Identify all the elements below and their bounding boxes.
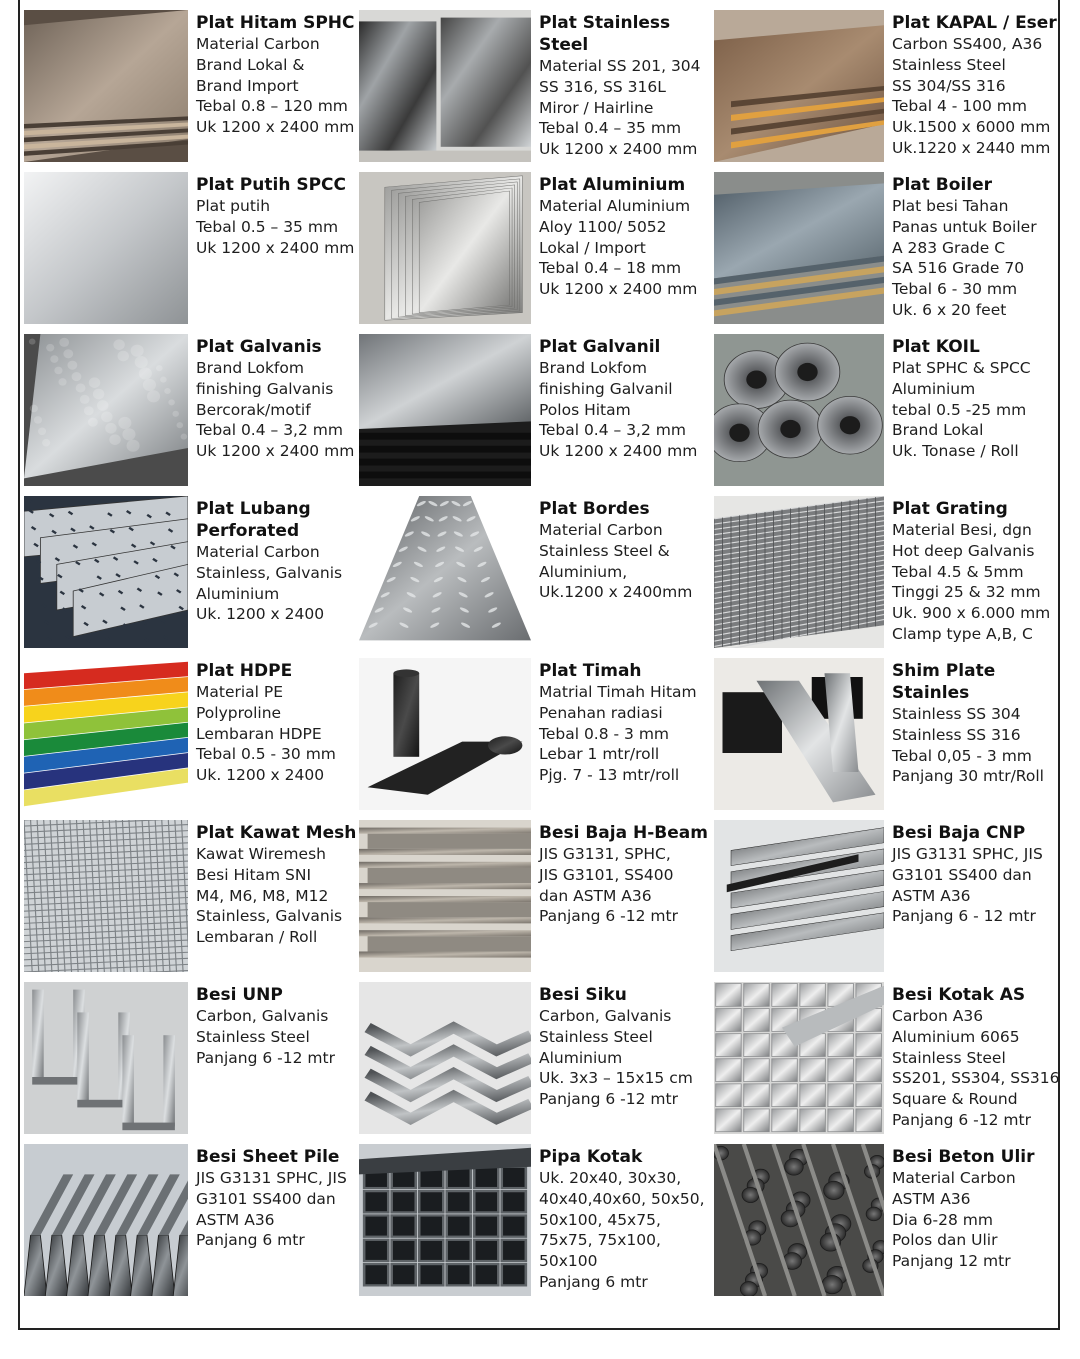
product-spec-line: Dia 6-28 mm — [892, 1210, 993, 1229]
product-spec-line: Stainless SS 304 — [892, 705, 1021, 723]
product-spec-line: Stainless Steel — [196, 1027, 310, 1046]
product-spec-line: Uk. 1200 x 2400 — [196, 766, 325, 785]
wire-mesh-image — [24, 820, 188, 972]
product-spec-line: Stainless SS 316 — [892, 725, 1021, 744]
product-spec-line: Panas untuk Boiler — [892, 217, 1037, 236]
product-title: Besi Baja CNP — [892, 823, 1026, 843]
product-details — [531, 980, 714, 1142]
product-spec-line: Material Besi, dgn — [892, 521, 1032, 539]
product-details — [884, 656, 1064, 818]
product-details — [531, 170, 714, 332]
product-spec-line: Kawat Wiremesh — [196, 845, 326, 863]
product-spec-line: Pjg. 7 - 13 mtr/roll — [539, 766, 680, 785]
product-title: Plat Lubang Perforated — [196, 499, 311, 541]
product-spec-line: tebal 0.5 -25 mm — [892, 400, 1027, 419]
product-spec-line: Stainless, Galvanis — [196, 563, 343, 582]
product-spec-line: SS201, SS304, SS316 — [892, 1069, 1060, 1088]
product-spec-line: JIS G3131, SPHC, — [539, 845, 671, 863]
product-spec-line: Uk. 20x40, 30x30, — [539, 1169, 682, 1187]
product-spec-line: Uk. Tonase / Roll — [892, 442, 1019, 461]
rebar-image — [714, 1144, 884, 1296]
product-spec-line: Carbon A36 — [892, 1007, 984, 1025]
product-spec-line: Hot deep Galvanis — [892, 541, 1035, 560]
product-details — [531, 1142, 714, 1304]
product-title: Besi Sheet Pile — [196, 1147, 340, 1167]
product-details — [531, 8, 714, 170]
product-spec-line: SS 304/SS 316 — [892, 76, 1006, 95]
product-spec-line: Panjang 6 - 12 mtr — [892, 907, 1036, 926]
galvanized-sheet-image — [24, 334, 188, 486]
product-spec-line: Material Aluminium — [539, 197, 691, 215]
product-spec-line: ASTM A36 — [196, 1210, 275, 1229]
product-spec-line: Panjang 6 mtr — [539, 1272, 648, 1291]
perforated-plate-image — [24, 496, 188, 648]
product-spec-line: SA 516 Grade 70 — [892, 259, 1025, 278]
product-spec-line: ASTM A36 — [892, 886, 971, 905]
product-spec-line: Tebal 0.5 - 30 mm — [196, 745, 336, 764]
product-spec-line: Aluminium — [892, 379, 976, 398]
product-details — [884, 8, 1064, 170]
product-spec-line: Uk 1200 x 2400 mm — [196, 238, 355, 257]
product-spec-line: Material Carbon — [892, 1169, 1016, 1187]
product-card — [714, 818, 1064, 980]
shim-roll-image — [714, 658, 884, 810]
product-spec-line: Plat SPHC & SPCC — [892, 359, 1031, 377]
product-spec-line: Panjang 6 -12 mtr — [196, 1048, 335, 1067]
product-card — [714, 8, 1064, 170]
product-spec-line: Material Carbon — [539, 521, 663, 539]
product-spec-line: Penahan radiasi — [539, 703, 663, 722]
product-card — [24, 818, 359, 980]
product-spec-line: Aloy 1100/ 5052 — [539, 217, 667, 236]
product-card — [359, 332, 714, 494]
product-spec-line: Stainless Steel — [539, 1027, 653, 1046]
product-spec-line: Tebal 0.4 – 35 mm — [539, 119, 682, 138]
product-card — [359, 8, 714, 170]
product-card — [714, 980, 1064, 1142]
checker-plate-image — [359, 496, 531, 648]
product-title: Plat Timah — [539, 661, 642, 681]
product-details — [531, 494, 714, 656]
product-card — [359, 170, 714, 332]
product-spec-line: Miror / Hairline — [539, 98, 654, 117]
product-spec-line: Lembaran HDPE — [196, 724, 322, 743]
product-spec-line: Tebal 6 - 30 mm — [892, 280, 1018, 299]
product-spec-line: Panjang 12 mtr — [892, 1252, 1011, 1271]
product-card — [24, 980, 359, 1142]
steel-plate-image — [24, 10, 188, 162]
product-spec-line: Polyproline — [196, 703, 282, 722]
product-title: Besi Siku — [539, 985, 627, 1005]
product-spec-line: Uk 1200 x 2400 mm — [196, 442, 355, 461]
product-spec-line: Brand Lokal — [892, 421, 984, 440]
product-spec-line: Brand Lokfom — [196, 359, 304, 377]
product-spec-line: Tebal 4.5 & 5mm — [892, 562, 1024, 581]
product-spec-line: Panjang 6 mtr — [196, 1231, 305, 1250]
product-spec-line: 50x100, 45x75, — [539, 1210, 661, 1229]
product-details — [531, 818, 714, 980]
product-spec-line: Square & Round — [892, 1090, 1018, 1109]
product-title: Plat Aluminium — [539, 175, 686, 195]
product-spec-line: G3101 SS400 dan — [892, 865, 1032, 884]
product-spec-line: dan ASTM A36 — [539, 886, 652, 905]
product-title: Shim Plate Stainles — [892, 661, 996, 703]
product-details — [884, 818, 1064, 980]
product-spec-line: Uk 1200 x 2400 mm — [196, 118, 355, 137]
product-title: Plat HDPE — [196, 661, 293, 681]
product-details — [531, 332, 714, 494]
product-title: Besi Kotak AS — [892, 985, 1026, 1005]
product-spec-line: Tebal 0.8 - 3 mm — [539, 724, 670, 743]
product-spec-line: Uk 1200 x 2400 mm — [539, 280, 698, 299]
product-spec-line: Aluminium — [196, 584, 280, 603]
product-spec-line: A 283 Grade C — [892, 238, 1006, 257]
product-details — [884, 332, 1064, 494]
product-spec-line: Stainless Steel — [892, 1048, 1006, 1067]
product-spec-line: Uk.1220 x 2440 mm — [892, 138, 1051, 157]
product-grid — [24, 8, 1064, 1304]
product-title: Plat Stainless Steel — [539, 13, 671, 55]
white-plate-image — [24, 172, 188, 324]
product-spec-line: 40x40,40x60, 50x50, — [539, 1189, 705, 1208]
product-spec-line: Material PE — [196, 683, 284, 701]
product-spec-line: JIS G3131 SPHC, JIS — [892, 845, 1043, 863]
product-spec-line: 75x75, 75x100, — [539, 1231, 661, 1250]
product-title: Plat Bordes — [539, 499, 650, 519]
product-details — [188, 980, 359, 1142]
product-spec-line: Material Carbon — [196, 543, 320, 561]
product-card — [714, 332, 1064, 494]
product-spec-line: Tebal 0,05 - 3 mm — [892, 746, 1032, 765]
product-spec-line: ASTM A36 — [892, 1189, 971, 1208]
square-pipe-image — [359, 1144, 531, 1296]
product-details — [884, 494, 1064, 656]
grating-image — [714, 496, 884, 648]
product-card — [359, 1142, 714, 1304]
product-spec-line: Uk. 1200 x 2400 — [196, 605, 325, 624]
product-spec-line: SS 316, SS 316L — [539, 77, 666, 96]
product-spec-line: Tebal 0.4 – 3,2 mm — [196, 421, 343, 440]
product-spec-line: Panjang 6 -12 mtr — [539, 1090, 678, 1109]
product-card — [359, 494, 714, 656]
galvanil-sheet-image — [359, 334, 531, 486]
product-title: Besi UNP — [196, 985, 283, 1005]
product-spec-line: Lembaran / Roll — [196, 928, 318, 947]
product-spec-line: Plat putih — [196, 197, 271, 215]
product-details — [884, 170, 1064, 332]
product-details — [884, 1142, 1064, 1304]
product-spec-line: JIS G3101, SS400 — [539, 865, 674, 884]
product-details — [188, 332, 359, 494]
product-spec-line: Material SS 201, 304 — [539, 57, 701, 75]
product-spec-line: Stainless Steel — [892, 55, 1006, 74]
product-title: Plat Putih SPCC — [196, 175, 346, 195]
product-spec-line: G3101 SS400 dan — [196, 1189, 336, 1208]
product-card — [714, 494, 1064, 656]
sheet-pile-image — [24, 1144, 188, 1296]
product-card — [714, 170, 1064, 332]
boiler-plate-image — [714, 172, 884, 324]
product-spec-line: Panjang 6 -12 mtr — [892, 1110, 1031, 1129]
product-spec-line: Carbon SS400, A36 — [892, 35, 1043, 53]
product-card — [359, 980, 714, 1142]
product-card — [24, 494, 359, 656]
product-spec-line: Brand Lokfom — [539, 359, 647, 377]
product-spec-line: Tebal 0.8 – 120 mm — [196, 97, 348, 116]
ship-plate-image — [714, 10, 884, 162]
aluminium-sheet-image — [359, 172, 531, 324]
product-spec-line: Uk.1500 x 6000 mm — [892, 118, 1051, 137]
product-details — [884, 980, 1064, 1142]
h-beam-image — [359, 820, 531, 972]
product-title: Besi Beton Ulir — [892, 1147, 1035, 1167]
product-spec-line: Plat besi Tahan — [892, 197, 1009, 215]
product-title: Plat Grating — [892, 499, 1008, 519]
product-title: Plat KOIL — [892, 337, 980, 357]
product-spec-line: Uk 1200 x 2400 mm — [539, 140, 698, 159]
product-spec-line: Uk. 3x3 – 15x15 cm — [539, 1069, 693, 1088]
product-spec-line: Polos Hitam — [539, 400, 631, 419]
stainless-sheet-image — [359, 10, 531, 162]
product-spec-line: Lokal / Import — [539, 238, 646, 257]
product-title: Plat Galvanis — [196, 337, 322, 357]
product-spec-line: 50x100 — [539, 1252, 598, 1271]
product-card — [24, 332, 359, 494]
product-title: Plat KAPAL / Eser — [892, 13, 1057, 33]
product-spec-line: Lebar 1 mtr/roll — [539, 745, 660, 764]
product-card — [24, 8, 359, 170]
product-card — [359, 656, 714, 818]
product-card — [24, 170, 359, 332]
product-details — [188, 170, 359, 332]
product-details — [188, 656, 359, 818]
product-spec-line: Aluminium, — [539, 562, 628, 581]
square-bar-image — [714, 982, 884, 1134]
unp-channel-image — [24, 982, 188, 1134]
product-title: Plat Galvanil — [539, 337, 661, 357]
product-spec-line: M4, M6, M8, M12 — [196, 886, 329, 905]
product-details — [188, 1142, 359, 1304]
product-card — [24, 1142, 359, 1304]
product-title: Plat Kawat Mesh — [196, 823, 357, 843]
product-spec-line: Uk. 900 x 6.000 mm — [892, 604, 1051, 623]
product-details — [531, 656, 714, 818]
product-spec-line: Stainless Steel & — [539, 541, 670, 560]
product-spec-line: Panjang 6 -12 mtr — [539, 907, 678, 926]
product-spec-line: Aluminium — [539, 1048, 623, 1067]
product-spec-line: Carbon, Galvanis — [539, 1007, 672, 1025]
product-spec-line: Stainless, Galvanis — [196, 907, 343, 926]
product-spec-line: Tinggi 25 & 32 mm — [892, 583, 1041, 602]
product-spec-line: Uk 1200 x 2400 mm — [539, 442, 698, 461]
product-spec-line: Tebal 0.4 – 3,2 mm — [539, 421, 686, 440]
product-spec-line: Tebal 0.4 – 18 mm — [539, 259, 682, 278]
product-title: Plat Boiler — [892, 175, 993, 195]
product-card — [714, 656, 1064, 818]
product-spec-line: Matrial Timah Hitam — [539, 683, 697, 701]
product-card — [24, 656, 359, 818]
cnp-channel-image — [714, 820, 884, 972]
product-details — [188, 494, 359, 656]
product-spec-line: Uk. 6 x 20 feet — [892, 300, 1007, 319]
product-spec-line: Polos dan Ulir — [892, 1231, 998, 1250]
product-spec-line: Panjang 30 mtr/Roll — [892, 767, 1044, 786]
product-title: Besi Baja H-Beam — [539, 823, 708, 843]
product-card — [359, 818, 714, 980]
product-spec-line: Besi Hitam SNI — [196, 865, 312, 884]
product-spec-line: Aluminium 6065 — [892, 1027, 1020, 1046]
product-spec-line: Bercorak/motif — [196, 400, 311, 419]
steel-coil-image — [714, 334, 884, 486]
product-title: Plat Hitam SPHC — [196, 13, 355, 33]
product-details — [188, 818, 359, 980]
product-spec-line: Tebal 4 - 100 mm — [892, 97, 1027, 116]
product-spec-line: Carbon, Galvanis — [196, 1007, 329, 1025]
product-spec-line: JIS G3131 SPHC, JIS — [196, 1169, 347, 1187]
product-spec-line: Brand Lokal & — [196, 55, 305, 74]
product-spec-line: Tebal 0.5 – 35 mm — [196, 217, 339, 236]
product-title: Pipa Kotak — [539, 1147, 643, 1167]
hdpe-sheet-image — [24, 658, 188, 810]
angle-bar-image — [359, 982, 531, 1134]
product-spec-line: Clamp type A,B, C — [892, 624, 1033, 643]
product-spec-line: finishing Galvanis — [196, 379, 334, 398]
product-spec-line: Brand Import — [196, 76, 299, 95]
product-details — [188, 8, 359, 170]
product-spec-line: finishing Galvanil — [539, 379, 673, 398]
product-spec-line: Uk.1200 x 2400mm — [539, 583, 693, 602]
lead-roll-image — [359, 658, 531, 810]
product-spec-line: Material Carbon — [196, 35, 320, 53]
product-card — [714, 1142, 1064, 1304]
